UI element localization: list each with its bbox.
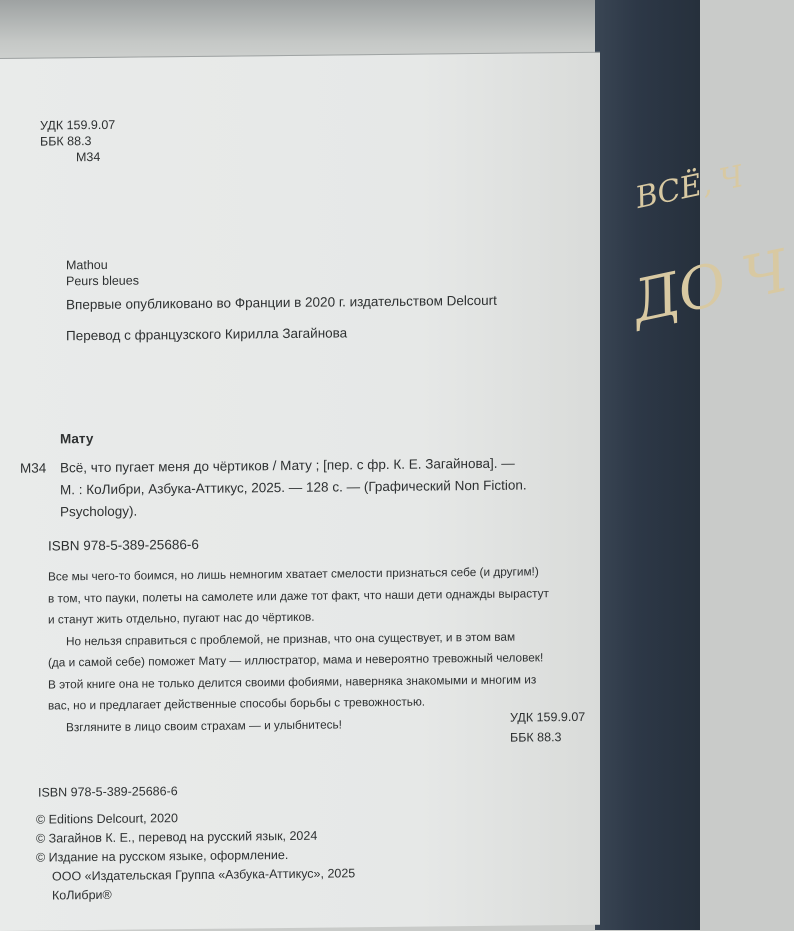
abstract-line: Все мы чего-то боимся, но лишь немногим хватает смелости признаться себе (и другим!) [48,564,539,584]
copyright-delcourt: © Editions Delcourt, 2020 [36,811,178,827]
bib-sign: М34 [20,460,47,476]
copyright-kolibri: КоЛибри® [52,887,112,903]
abstract-line: В этой книге она не только делится своими фобиями, наверняка знакомыми и многим из [48,671,537,691]
translation-note: Перевод с французского Кирилла Загайнова [66,325,348,344]
book-cover [595,0,794,930]
author-sign: М34 [76,149,101,165]
first-published-note: Впервые опубликовано во Франции в 2020 г. издательством Delcourt [66,292,497,313]
abstract [48,561,549,738]
original-author: Mathou [66,257,108,273]
abstract-line: Взгляните в лицо своим страхам — и улыбнитесь! [66,716,342,734]
udk-code-right: УДК 159.9.07 [510,709,586,725]
bib-isbn: ISBN 978-5-389-25686-6 [48,536,199,554]
bib-author: Мату [60,431,94,447]
original-title: Peurs bleues [66,273,139,289]
bib-line-3: Psychology). [60,503,138,520]
abstract-line: в том, что пауки, полеты на самолете или даже тот факт, что наши дети однажды вырастут [48,585,549,605]
abstract-line: и станут жить отдельно, пугают нас до чёртиков. [48,609,315,627]
bib-line-1: Всё, что пугает меня до чёртиков / Мату ; [пер. с фр. К. Е. Загайнова]. — [60,455,515,476]
copyright-translation: © Загайнов К. Е., перевод на русский язык, 2024 [36,828,318,846]
cover-title-line2: ДО Ч [625,236,794,336]
footer-isbn: ISBN 978-5-389-25686-6 [38,784,178,800]
bbk-code: ББК 88.3 [40,134,92,149]
bib-line-2: М. : КоЛибри, Азбука-Аттикус, 2025. — 128 с. — (Графический Non Fiction. [60,477,527,498]
abstract-line: (да и самой себе) поможет Мату — иллюстратор, мама и невероятно тревожный человек! [48,650,544,670]
copyright-edition: © Издание на русском языке, оформление. [36,847,289,865]
udk-code: УДК 159.9.07 [40,117,116,133]
abstract-line: вас, но и предлагает действенные способы борьбы с тревожностью. [48,694,426,713]
cover-title-line1: ВСЁ, Ч [632,159,747,216]
copyright-publisher: ООО «Издательская Группа «Азбука-Аттикус», 2025 [52,866,356,884]
imprint-page [0,52,600,931]
abstract-line: Но нельзя справиться с проблемой, не признав, что она существует, и в этом вам [66,629,516,648]
bbk-code-right: ББК 88.3 [510,730,562,745]
